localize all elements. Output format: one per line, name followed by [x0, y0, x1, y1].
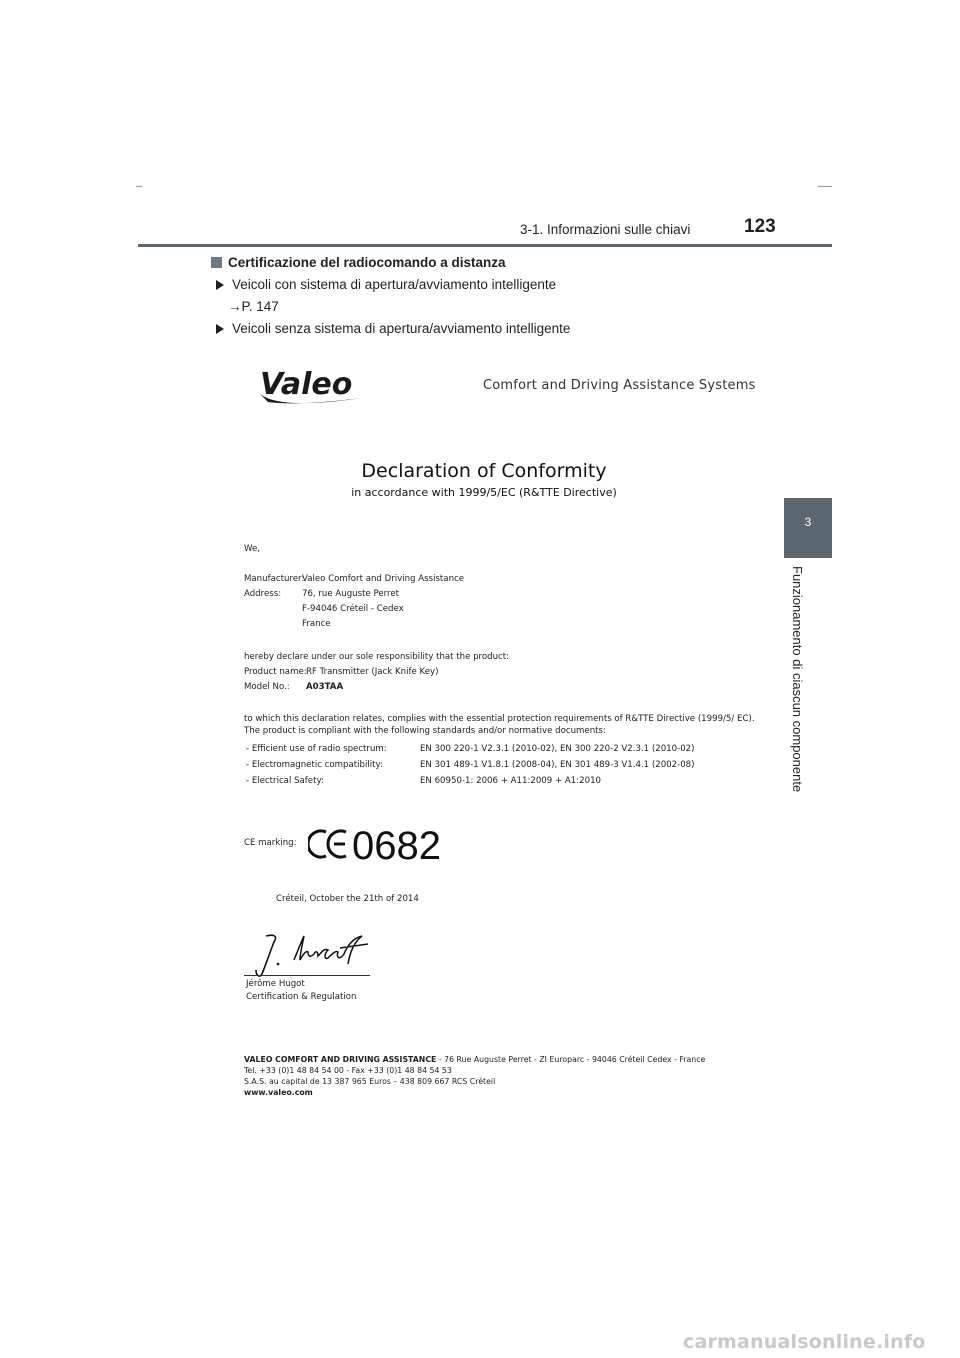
standard-value: EN 60950-1: 2006 + A11:2009 + A1:2010	[420, 776, 602, 786]
signature-line	[244, 975, 370, 976]
company-tagline: Comfort and Driving Assistance Systems	[483, 378, 756, 393]
model-label: Model No.:	[244, 682, 290, 692]
valeo-logo	[258, 364, 364, 410]
standard-value: EN 301 489-1 V1.8.1 (2008-04), EN 301 489-3 V1.4.1 (2002-08)	[420, 760, 695, 770]
footer-tel: Tel. +33 (0)1 48 84 54 00 - Fax +33 (0)1 48 84 54 53	[244, 1066, 452, 1075]
section-title	[211, 255, 506, 270]
product-block	[244, 650, 644, 700]
address-line-3: France	[302, 619, 331, 629]
footer-sas: S.A.S. au capital de 13 387 965 Euros – 438 809 667 RCS Créteil	[244, 1077, 496, 1086]
crop-mark-right	[818, 186, 832, 187]
company-footer	[244, 1054, 705, 1098]
valeo-logo-text: Valeo	[260, 367, 353, 402]
manufacturer-label: Manufacturer:	[244, 574, 305, 584]
declaration-subtitle: in accordance with 1999/5/EC (R&TTE Directive)	[351, 486, 617, 499]
manufacturer-value: Valeo Comfort and Driving Assistance	[302, 574, 465, 584]
ce-marking-label: CE marking:	[244, 838, 297, 848]
site-watermark: carmanualsonline.info	[683, 1331, 926, 1353]
manufacturer-block	[244, 572, 644, 642]
footer-web[interactable]: www.valeo.com	[244, 1088, 313, 1097]
chapter-heading: 3-1. Informazioni sulle chiavi	[520, 222, 691, 237]
footer-company: VALEO COMFORT AND DRIVING ASSISTANCE	[244, 1055, 437, 1064]
address-line-2: F-94046 Créteil - Cedex	[302, 604, 404, 614]
crop-mark-left	[136, 186, 142, 187]
product-value: RF Transmitter (Jack Knife Key)	[306, 667, 439, 677]
relates-text-1: to which this declaration relates, complies with the essential protection requirements of R&TTE Directive (1999/5/ EC).	[244, 714, 755, 724]
relates-text-2: The product is compliant with the following standards and/or normative documents:	[244, 726, 606, 736]
standard-value: EN 300 220-1 V2.3.1 (2010-02), EN 300 220-2 V2.3.1 (2010-02)	[420, 744, 695, 754]
square-bullet-icon	[211, 257, 222, 268]
section-title-text: Certificazione del radiocomando a distanza	[228, 255, 506, 270]
ce-mark-icon	[308, 828, 350, 860]
triangle-bullet-icon	[216, 324, 224, 334]
we-text: We,	[244, 544, 261, 554]
bullet-smart-entry	[216, 277, 556, 292]
signature-image	[244, 930, 374, 978]
signing-date: Créteil, October the 21th of 2014	[276, 894, 419, 904]
signer-block	[246, 978, 357, 1004]
declaration-title: Declaration of Conformity	[361, 460, 607, 482]
address-line-1: 76, rue Auguste Perret	[302, 589, 400, 599]
chapter-tab-label: Funzionamento di ciascun componente	[790, 566, 805, 793]
footer-address: - 76 Rue Auguste Perret - ZI Europarc - 94046 Créteil Cedex - France	[436, 1055, 706, 1064]
standard-name: - Efficient use of radio spectrum:	[246, 744, 387, 754]
hereby-text: hereby declare under our sole responsibility that the product:	[244, 652, 510, 662]
signer-name: Jérôme Hugot	[246, 979, 305, 989]
page-number: 123	[744, 216, 776, 237]
standards-block	[244, 712, 755, 792]
bullet-smart-entry-text: Veicoli con sistema di apertura/avviamento intelligente	[232, 277, 557, 292]
signer-role: Certification & Regulation	[246, 992, 357, 1002]
bullet-no-smart-entry-text: Veicoli senza sistema di apertura/avviamento intelligente	[232, 321, 571, 336]
footer-line-address	[244, 1054, 705, 1065]
address-label: Address:	[244, 589, 282, 599]
header-rule	[138, 244, 832, 247]
product-label: Product name:	[244, 667, 307, 677]
model-value: A03TAA	[306, 682, 344, 692]
chapter-tab-number: 3	[804, 515, 812, 529]
standard-name: - Electromagnetic compatibility:	[246, 760, 383, 770]
page-reference[interactable]: →P. 147	[228, 299, 279, 314]
triangle-bullet-icon	[216, 280, 224, 290]
bullet-no-smart-entry	[216, 321, 570, 336]
notified-body-number: 0682	[352, 824, 441, 868]
chapter-tab	[784, 498, 832, 558]
standard-name: - Electrical Safety:	[246, 776, 324, 786]
